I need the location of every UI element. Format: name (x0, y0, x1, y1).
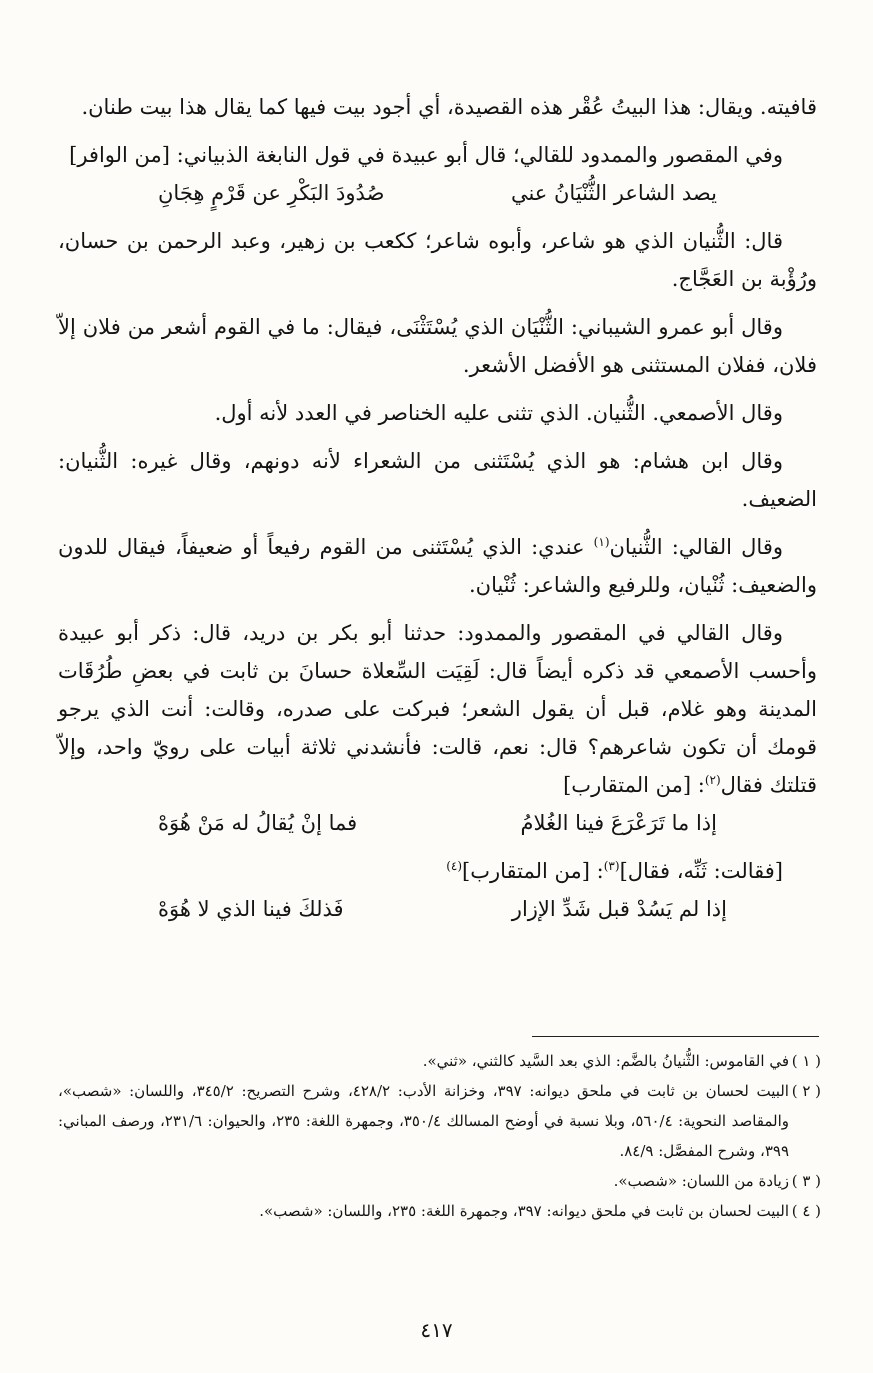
verse-hemistich-left: صُدُودَ البَكْرِ عن قَرْمٍ هِجَانِ (158, 181, 385, 205)
verse-hemistich-left: فَذلكَ فينا الذي لا هُوَهْ (158, 897, 344, 921)
page-number: ٤١٧ (420, 1318, 453, 1342)
paragraph: قال: الثُّنيان الذي هو شاعر، وأبوه شاعر؛ ككعب بن زهير، وعبد الرحمن بن حسان، ورُؤْبة بن العَجَّاج. (58, 229, 817, 291)
footnote (58, 1196, 821, 1226)
paragraph: وفي المقصور والممدود للقالي؛ قال أبو عبيدة في قول النابغة الذبياني: [من الوافر] (69, 143, 783, 167)
verse-hemistich-right: يصد الشاعر الثُّنْيَانُ عني (510, 181, 717, 205)
footnote-number: ( ٢ ) (791, 1082, 821, 1100)
footnote-number: ( ٤ ) (791, 1202, 821, 1220)
paragraph-text: [فقالت: ثَنِّه، فقال] (619, 859, 783, 883)
footnote (58, 1046, 821, 1076)
paragraph (58, 852, 817, 890)
paragraph: وقال الأصمعي. الثُّنيان. الذي تثنى عليه الخناصر في العدد لأنه أول. (214, 401, 783, 425)
verse-hemistich-right: إذا ما تَرَعْرَعَ فينا الغُلامُ (520, 811, 717, 835)
verse-hemistich-left: فما إنْ يُقالُ له مَنْ هُوَهْ (158, 811, 358, 835)
main-text (58, 88, 817, 928)
footnote-ref: (١) (593, 535, 610, 549)
footnote-ref: (٢) (704, 773, 721, 787)
footnotes (58, 1046, 821, 1226)
footnote (58, 1076, 821, 1166)
paragraph: قافيته. ويقال: هذا البيتُ عُقْر هذه القصيدة، أي أجود بيت فيها كما يقال هذا بيت طنان. (81, 95, 817, 119)
footnote-text: البيت لحسان بن ثابت في ملحق ديوانه: ٣٩٧، وجمهرة اللغة: ٢٣٥، واللسان: «شصب». (259, 1202, 789, 1220)
paragraph-text: وقال القالي: الثُّنيان (609, 535, 783, 559)
footnote-text: في القاموس: الثُّنيانُ بالضَّم: الذي بعد السَّيد كالثني، «ثني». (422, 1052, 789, 1070)
verse-line (58, 804, 817, 842)
footnote-separator (532, 1036, 819, 1037)
paragraph (58, 614, 817, 804)
footnote-text: البيت لحسان بن ثابت في ملحق ديوانه: ٣٩٧، وخزانة الأدب: ٤٢٨/٢، وشرح التصريح: ٣٤٥/٢، واللسان: «شصب»، والمقاصد النحوية: ٥٦٠/٤، وبلا نسبة في أوضح المسالك ٣٥٠/٤، وجمهرة اللغة: ٢٣٥، والحيوان: ٢٣١/٦، ورصف المباني: ٣٩٩، وشرح المفصَّل: ٨٤/٩. (58, 1082, 790, 1160)
paragraph-text: عندي: الذي يُسْتَثنى من القوم رفيعاً أو ضعيفاً، فيقال للدون والضعيف: ثُنْيان، وللرفيع والشاعر: ثُنْيان. (58, 535, 817, 597)
footnote-text: زيادة من اللسان: «شصب». (613, 1172, 789, 1190)
footnote-ref: (٣) (603, 859, 620, 873)
paragraph (58, 528, 817, 604)
footnote-ref: (٤) (446, 859, 463, 873)
paragraph-text: وقال القالي في المقصور والممدود: حدثنا أبو بكر بن دريد، قال: ذكر أبو عبيدة وأحسب الأصمعي قد ذكره أيضاً قال: لَقِيَت السِّعلاة حسانَ بن ثابت في بعضِ طُرُقَات المدينة وهو غلام، قبل أن يقول الشعر؛ فبركت على صدره، وقالت: أنت الذي يرجو قومك أن تكون شاعرهم؟ قال: نعم، قالت: فأنشدني ثلاثة أبيات على رويّ واحد، وإلاّ قتلتك فقال (58, 621, 817, 797)
paragraph: وقال أبو عمرو الشيباني: الثُّنْيَان الذي يُسْتَثْنَى، فيقال: ما في القوم أشعر من فلان إلاّ فلان، ففلان المستثنى هو الأفضل الأشعر. (58, 315, 817, 377)
verse-hemistich-right: إذا لم يَسُدْ قبل شَدِّ الإزار (511, 897, 727, 921)
footnote-number: ( ١ ) (791, 1052, 821, 1070)
footnote (58, 1166, 821, 1196)
paragraph: وقال ابن هشام: هو الذي يُسْتَثنى من الشعراء لأنه دونهم، وقال غيره: الثُّنيان: الضعيف. (58, 449, 817, 511)
paragraph-text: : [من المتقارب] (563, 773, 705, 797)
paragraph-text: : [من المتقارب] (462, 859, 604, 883)
verse-line (58, 174, 817, 212)
footnote-number: ( ٣ ) (791, 1172, 821, 1190)
verse-line (58, 890, 817, 928)
